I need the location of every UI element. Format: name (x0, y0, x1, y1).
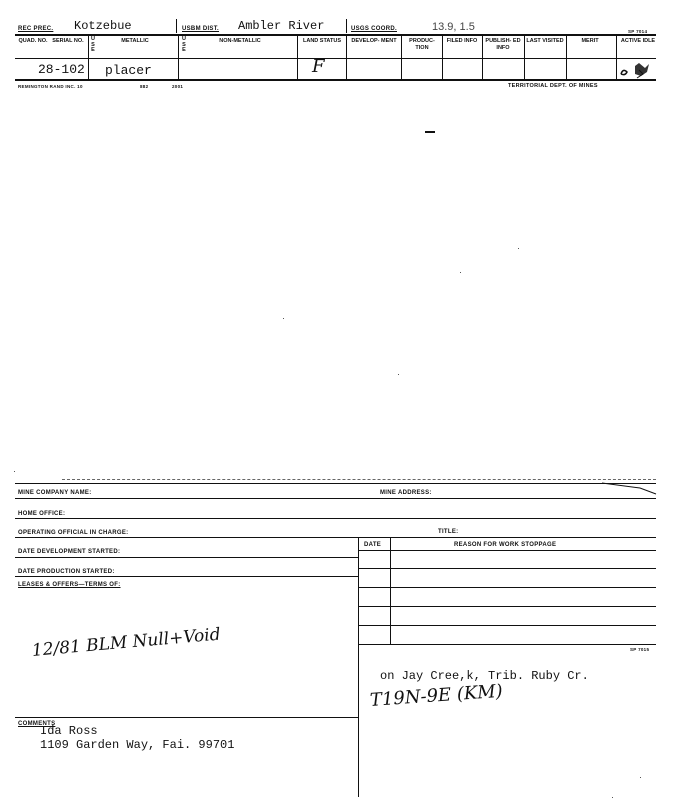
form-number-top: SP 7014 (628, 29, 648, 34)
usbm-dist-value: Ambler River (238, 19, 325, 33)
usgs-coord-label: USGS COORD. (351, 26, 397, 32)
col-quad: QUAD. NO. (18, 38, 48, 44)
form-number-bottom: SP 7015 (630, 647, 650, 652)
col-active-idle: ACTIVE IDLE (620, 38, 656, 44)
home-office-label: HOME OFFICE: (18, 511, 66, 517)
col-use-metallic: U S E (91, 36, 95, 53)
operating-official-label: OPERATING OFFICIAL IN CHARGE: (18, 530, 129, 536)
prod-started-label: DATE PRODUCTION STARTED: (18, 569, 115, 575)
mine-company-label: MINE COMPANY NAME: (18, 490, 92, 496)
col-development: DEVELOP- MENT (351, 38, 397, 44)
comment-line-1: Ida Ross (40, 724, 98, 738)
col-non-metallic: NON-METALLIC (219, 38, 261, 44)
metallic-value: placer (105, 63, 152, 78)
col-use-nonmetallic: U S E (182, 36, 186, 53)
usgs-coord-value: 13.9, 1.5 (432, 21, 475, 33)
quad-serial-value: 28-102 (38, 62, 85, 77)
bracket-mark (600, 480, 658, 496)
land-status-value: F (312, 56, 325, 77)
dev-started-label: DATE DEVELOPMENT STARTED: (18, 549, 121, 555)
col-merit: MERIT (581, 38, 599, 44)
col-production: PRODUC- TION (409, 38, 435, 51)
comments-label: COMMENTS (18, 721, 56, 727)
col-land-status: LAND STATUS (303, 38, 341, 44)
printer-line: REMINGTON RAND INC. 10 (18, 84, 83, 89)
col-metallic: METALLIC (121, 38, 149, 44)
rec-prec-value: Kotzebue (74, 19, 132, 33)
scan-mark (425, 131, 435, 133)
usbm-dist-label: USBM DIST. (182, 26, 220, 32)
col-published-info: PUBLISH- ED INFO (485, 38, 521, 51)
printer-code-1: 882 (140, 84, 149, 89)
comment-line-2: 1109 Garden Way, Fai. 99701 (40, 738, 235, 752)
date-header: DATE (364, 542, 382, 548)
handwritten-lease-note: 12/81 BLM Null+Void (31, 624, 222, 661)
reason-header: REASON FOR WORK STOPPAGE (454, 542, 557, 548)
active-idle-stamp (617, 60, 657, 80)
location-typed: on Jay Cree,k, Trib. Ruby Cr. (380, 669, 589, 683)
title-label: TITLE: (438, 529, 459, 535)
handwritten-township: T19N-9E (KM) (369, 680, 504, 711)
col-last-visited: LAST VISITED (526, 38, 564, 44)
rec-prec-label: REC PREC. (18, 26, 54, 32)
col-filed-info: FILED INFO (446, 38, 478, 44)
department-label: TERRITORIAL DEPT. OF MINES (508, 83, 598, 89)
printer-code-2: 2001 (172, 84, 184, 89)
mine-address-label: MINE ADDRESS: (380, 490, 432, 496)
col-serial: SERIAL NO. (52, 38, 84, 44)
leases-label: LEASES & OFFERS—TERMS OF: (18, 582, 121, 588)
